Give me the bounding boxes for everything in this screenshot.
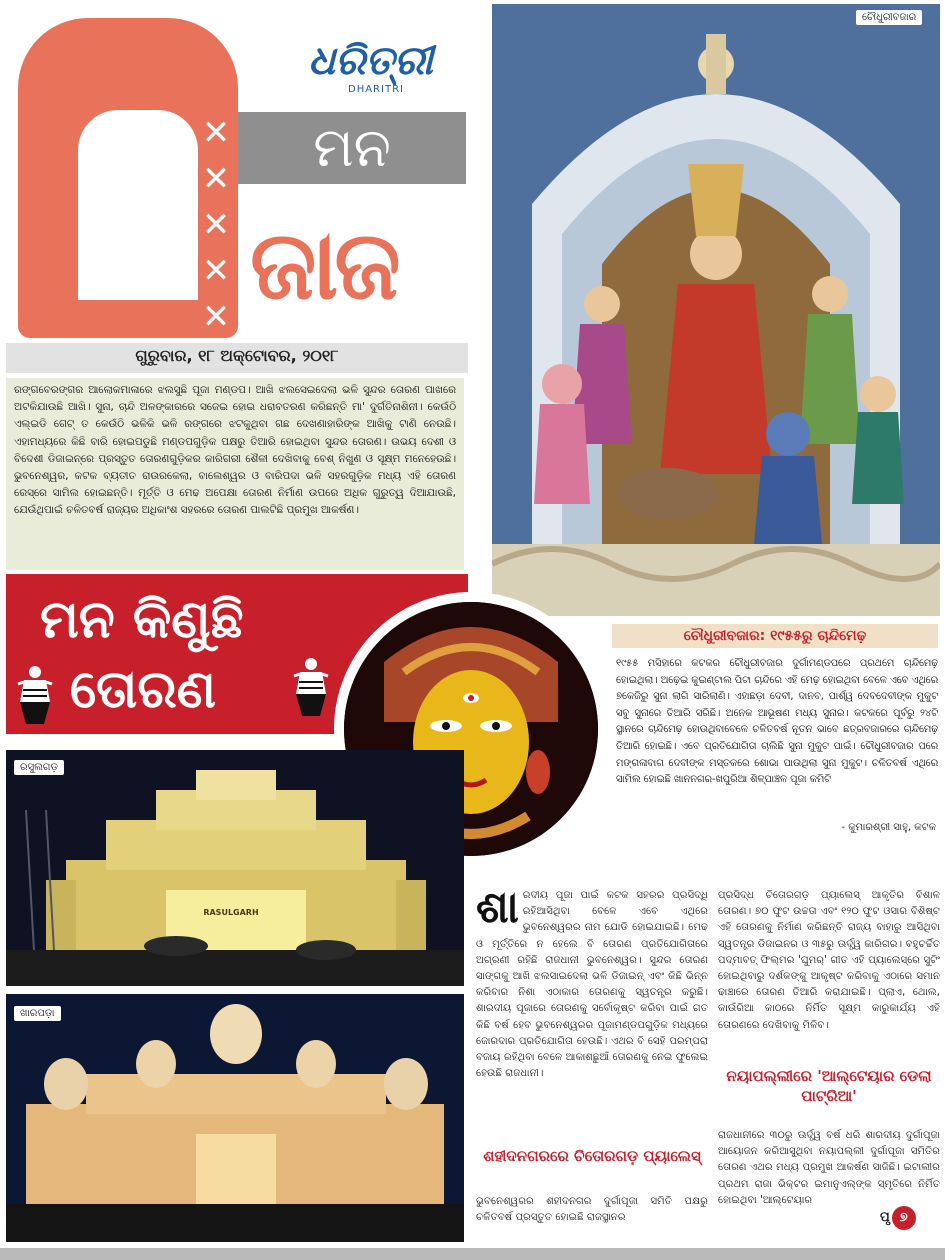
photo-kharapada-torana: [6, 994, 464, 1242]
dancer-illustration-left: [14, 664, 56, 728]
photo-rasulgarh-torana: [6, 750, 464, 986]
banner-title-line1: ମନ କିଣୁଛି: [40, 590, 244, 650]
page-continuation-marker[interactable]: [880, 1206, 938, 1236]
photo-chowdhury-bazaar-idol: [492, 4, 940, 616]
article-column-2: ପ୍ରସିଦ୍ଧ ଚିତୋରଗଡ଼ ପ୍ୟାଲେସ୍ ଆକୃତିର ବିଶାଳ ତୋରଣ। ୭୦ ଫୁଟ ଉଚ୍ଚତା ଏବଂ ୧୨୦ ଫୁଟ ଓସାର ବିଶିଷ୍ଟ ଏହି ତୋରଣକୁ ନିର୍ମାଣ କରିଛନ୍ତି ରାଜ୍ୟ ବାହାରୁ ଆସିଥିବା ସ୍ୱତନ୍ତ୍ର ଡିଜାଇନର ଓ ୩୫ରୁ ଊର୍ଦ୍ଧ୍ୱ କାରିଗର। ବହୁଚର୍ଚ୍ଚିତ ପଦ୍ମାବତ୍ ଫିଲ୍ମର 'ଘୁମର୍' ଗୀତ ଏହି ପ୍ୟାଲେସ୍‌ରେ ସୁଟିଂ ହୋଇଥିବାରୁ ଦର୍ଶକଙ୍କୁ ଆକୃଷ୍ଟ କରିବାକୁ ଏଠାରେ ସମାନ ଢାଞ୍ଚାରେ ତୋରଣ ତିଆରି କରାଯାଇଛି। ପ୍ଲାଏ, ଥୋଲ, କାଉଁରିଆ କାଠରେ ନିର୍ମିତ ସୂକ୍ଷ୍ମ କାରୁକାର୍ଯ୍ୟ ଏହି ତୋରଣରେ ଦେଖିବାକୁ ମିଳିବ।: [718, 890, 940, 1031]
chowdhury-byline: - କୁମାରଶ୍ରୀ ସାହୁ, କଟକ: [841, 822, 936, 833]
article-col1-continued: ଭୁବନେଶ୍ୱରର ଶହୀଦନଗର ଦୁର୍ଗାପୂଜା ସମିତି ପକ୍ଷରୁ ଚଳିତବର୍ଷ ପ୍ରସ୍ତୁତ ହୋଇଛି ରାଜସ୍ଥାନର: [476, 1196, 708, 1224]
masthead-cross-marks: ✕ ✕ ✕ ✕ ✕: [201, 113, 231, 337]
article-col1-text: ରଦୀୟ ପୂଜା ପାଇଁ କଟକ ସହରର ପ୍ରସିଦ୍ଧି ରହିଆସିଥିବା ବେଳେ ଏବେ ଏଥିରେ ଭୁବନେଶ୍ୱରର ନାମ ଯୋଡି ହୋଇଯାଇଛି। ମେଢ ଓ ମୂର୍ତ୍ତିରେ ନ ହେଲେ ବି ତୋରଣ ପ୍ରତିଯୋଗିତାରେ ଅଗ୍ରଣୀ ରହିଛି ରାଜଧାନୀ ଭୁବନେଶ୍ୱର। ସୁନ୍ଦର ତୋରଣ ସାଙ୍ଗକୁ ଆଖି ଝଲସାଇଦେଲା ଭଳି ଡିଜାଇନ୍ ଏବଂ କିଛି ଭିନ୍ନ କରିବାର ନିଶା ଏଠାକାର ତୋରଣକୁ ସ୍ୱତନ୍ତ୍ର କରୁଛି। ଶାରଦୀୟ ପୂଜାରେ ତୋରଣକୁ ସର୍ବୋକୃଷ୍ଟ କରିବା ପାଇଁ ଗତ କିଛି ବର୍ଷ ହେବ ଭୁବନେଶ୍ୱରର ପୂଜାମଣ୍ଡପଗୁଡ଼ିକ ମଧ୍ୟରେ ଜୋରଦାର ପ୍ରତିଯୋଗିତା ହେଉଛି। ଏଥର ବି ସେହି ପରମ୍ପରା ବଜାୟ ରହିଥିବା ବେଳେ ଆକାଶଛୁଆଁ ତୋରଣକୁ ନେଇ ଫୁଲେଇ ହେଉଛି ରାଜଧାନୀ।: [476, 890, 708, 1080]
dharitri-logo[interactable]: [308, 38, 478, 108]
bottom-rule: [0, 1248, 945, 1260]
subheading-shahid-nagar: ଶହୀଦନଗରରେ ଚିତୋରଗଡ଼ ପ୍ୟାଲେସ୍: [483, 1147, 701, 1165]
page-label: ପୃ: [880, 1210, 890, 1225]
photo-tag-rasulgarh: ରସୁଲଗଡ଼: [14, 760, 64, 775]
article-dropcap: ଶା: [476, 882, 519, 933]
intro-paragraph: ରଙ୍ଗବେରଙ୍ଗର ଆଲୋକମାଳାରେ ଝଲସୁଛି ପୂଜା ମଣ୍ଡପ। ଆଖି ଝଲସେଇଦେଲା ଭଳି ସୁନ୍ଦର ତୋରଣ ପାଖରେ ଅଟକିଯାଉଛି ଆଖି। ସୁନା, ଚାନ୍ଦି ଅଳଙ୍କାରରେ ସଜେଇ ହୋଇ ଧରାବତରଣ କରିଛନ୍ତି ମା' ଦୁର୍ଗତିନାଶିନୀ। କେଉଁଠି ଏଲ୍ଇଡି ଗେଟ୍ ତ କେଉଁଠି ଭଳିକି ଭଳି ରଙ୍ଗରେ ଝଟକୁଥିବା ଗଛ ଦେଖଣାହାରିଙ୍କ ଆଖିକୁ ଟାଣି ନେଉଛି। ଏହାମଧ୍ୟରେ କିଛି ବାରି ହୋଇପଡୁଛି ମଣ୍ଡପଗୁଡ଼ିକ ପକ୍ଷରୁ ତିଆରି ହୋଇଥିବା ସୁନ୍ଦର ତୋରଣ। ଉଭୟ ଦେଶୀ ଓ ବିଦେଶୀ ଡିଜାଇନ୍ରେ ପ୍ରସ୍ତୁତ ତୋରଣଗୁଡ଼ିକର କାରିଗରୀ ଶୈଳୀ ଦେଖିବାକୁ ବେଶ୍ ନିଖୁଣ ଓ ସୂକ୍ଷ୍ମ ମନେହେଉଛି। ଭୁବନେଶ୍ୱର, କଟକ ବ୍ୟତୀତ ରାଉରକେଲା, ବାଲେଶ୍ୱର ଓ ବାରିପଦା ଭଳି ସହରଗୁଡ଼ିକ ମଧ୍ୟ ଏହି ତୋରଣ ରେସ୍‌ରେ ସାମିଲ ହୋଇଛନ୍ତି। ମୂର୍ତ୍ତି ଓ ମେଢ ଅପେକ୍ଷା ତୋରଣ ନିର୍ମାଣ ଉପରେ ଅଧିକ ଗୁରୁତ୍ୱ ଦିଆଯାଉଛି, ଯେଉଁଥିପାଇଁ ଚଳିତବର୍ଷ ରାଜ୍ୟର ଅଧିକାଂଶ ସହରରେ ତୋରଣ ପାଲଟିଛି ପ୍ରମୁଖ ଆକର୍ଷଣ।: [6, 378, 464, 570]
chowdhury-title: ଚୌଧୁରୀବଜାର: ୧୯୫୫ରୁ ଚାନ୍ଦିମେଢ଼: [612, 624, 938, 648]
article-column-1: [476, 882, 708, 1142]
photo-tag-kharapada: ଖାରପଡ଼ା: [14, 1006, 61, 1021]
masthead-word-bijaya: ଜାଜ: [250, 209, 397, 321]
logo-sub-text: DHARITRI: [348, 84, 404, 95]
masthead-glyph-cutout: [78, 110, 198, 300]
dancer-illustration-right: [290, 656, 332, 720]
article-col2-continued: ରାଜଧାନୀରେ ୩୦ରୁ ଊର୍ଦ୍ଧ୍ୱ ବର୍ଷ ଧରି ଶାରଦୀୟ ଦୁର୍ଗାପୂଜା ଆୟୋଜନ କରିଆସୁଥିବା ନୟାପଲ୍ଲୀ ଦୁର୍ଗାପୂଜା ସମିତିର ତୋରଣ ଏଥର ମଧ୍ୟ ପ୍ରମୁଖ ଆକର୍ଷଣ ସାଜିଛି। ଇଟାଲୀର ପ୍ରଥମ ରାଜା ଭିକ୍ଟର ଇମାନୁଏଲ୍‌ଙ୍କ ସ୍ମୃତିରେ ନିର୍ମିତ ହୋଇଥିବା 'ଆଲ୍‌ଟେୟାର: [718, 1130, 940, 1206]
page-number-badge: ୭: [892, 1206, 916, 1230]
chowdhury-body: ୧୯୫୫ ମସିହାରେ କଟକର ଚୌଧୁରୀବଜାର ଦୁର୍ଗାମଣ୍ଡପରେ ପ୍ରଥମେ ଚାନ୍ଦିମେଢ଼ ହୋଇଥିଲା। ଅଢ଼େଇ କୁଇଣ୍ଟାଲ ପିଟା ଚାନ୍ଦିରେ ଏହି ମେଢ଼ ହୋଇଥିବା ବେଳେ ଏବେ ଏଥିରେ ୭କେଜିରୁ ସୁନା ଲାଗି ସାରିଲାଣି। ଏହାଛଡ଼ା ଦେବୀ, ଦାନବ, ପାର୍ଶ୍ୱ ଦେବଦେବୀଙ୍କ ମୁକୁଟ ସବୁ ସୁନାରେ ତିଆରି ସରିଛି। ଅନେକ ଆଭୂଷଣ ମଧ୍ୟ ସୁନାର। କଟକରେ ପୂର୍ବରୁ ୨୪ଟି ସ୍ଥାନରେ ଚାନ୍ଦିମେଢ଼ ହୋଉଥିବାବେଳେ ଚଳିତବର୍ଷ ନୂତନ ଭାବେ ଛତ୍ରବଜାରରେ ଚାନ୍ଦିମେଢ଼ ତିଆରି ହୋଇଛି। ଏବେ ପ୍ରତିଯୋଗିତା ଚାଲିଛି ସୁନା ମୁକୁଟ ପାଇଁ। ଚୌଧୁରୀବଜାର ପରେ ମଙ୍ଗଳାବାଗ ଦେବୀଙ୍କ ମସ୍ତକରେ ଶୋଭା ପାଉଥିଲା ସୁନା ମୁକୁଟ। ଚଳିତବର୍ଷ ଏଥିରେ ସାମିଲ ହୋଇଛି ଖାନନଗର-ଖପୁରିଆ ଶିଳ୍ପାଞ୍ଚଳ ପୂଜା କମିଟି: [616, 658, 938, 786]
photo-tag-chowdhury: ଚୌଧୁରୀବଜାର: [856, 10, 922, 25]
subheading-nayapalli: ନୟାପଲ୍ଲୀରେ 'ଆଲ୍‌ଟେୟାର ଡେଲା ପାଟ୍ରିଆ': [726, 1067, 932, 1105]
issue-date: ଗୁରୁବାର, ୧୮ ଅକ୍ଟୋବର, ୨୦୧୮: [135, 346, 339, 365]
logo-main-text: ଧରିତ୍ରୀ: [308, 38, 433, 84]
banner-title-line2: ତୋରଣ: [70, 660, 217, 720]
rasulgarh-sign-text: RASULGARH: [203, 908, 259, 917]
masthead-word-mana: ମନ: [313, 116, 391, 179]
